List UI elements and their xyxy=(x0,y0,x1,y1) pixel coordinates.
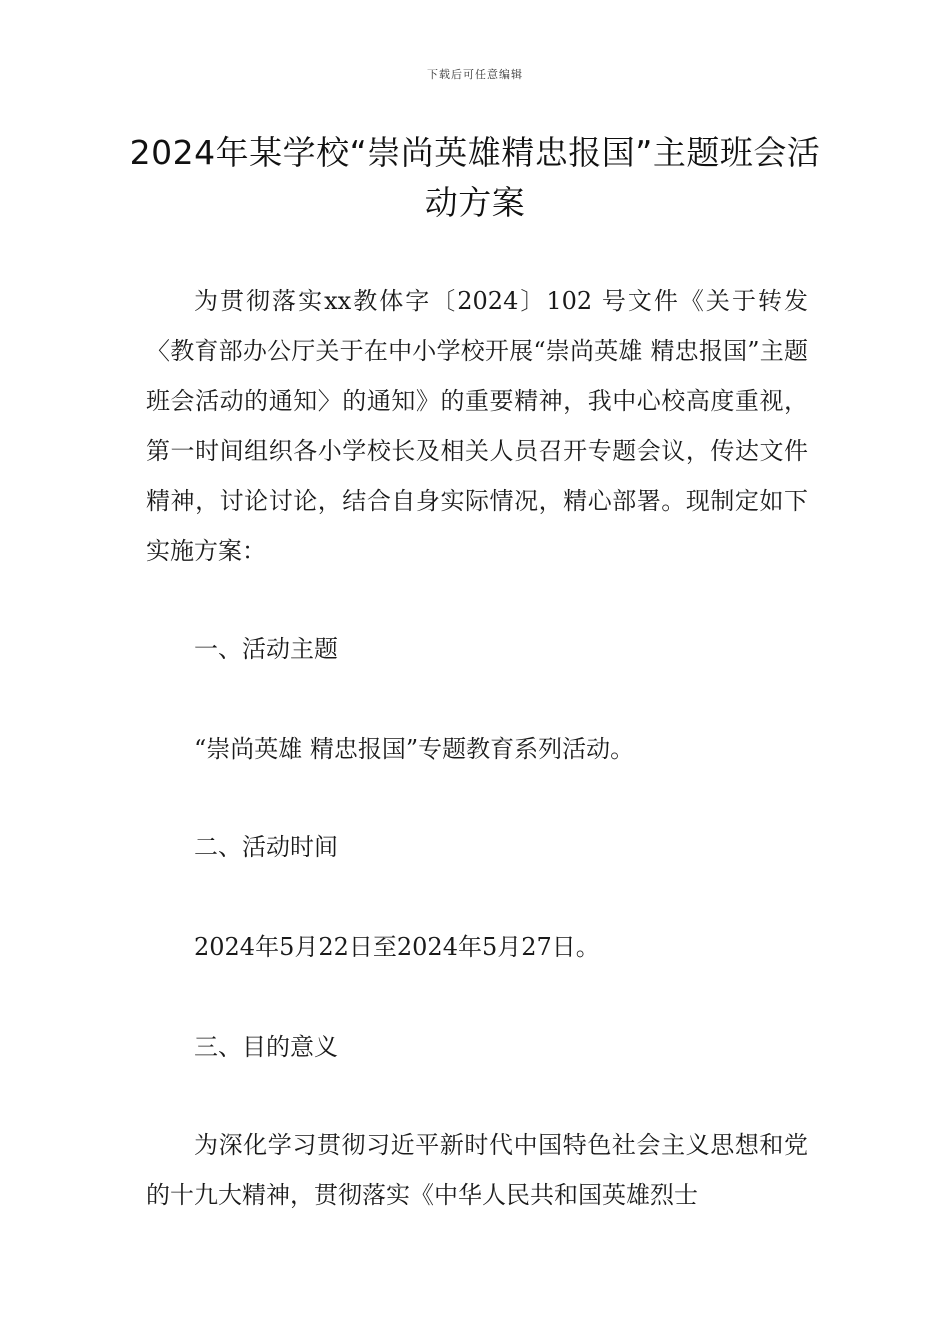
header-note: 下载后可任意编辑 xyxy=(427,68,523,81)
intro-paragraph: 为贯彻落实xx教体字〔2024〕102 号文件《关于转发〈教育部办公厅关于在中小学校开展“崇尚英雄 精忠报国”主题班会活动的通知〉的通知》的重要精神，我中心校高度重视，第一时间组织各小学校长及相关人员召开专题会议，传达文件精神，讨论讨论，结合自身实际情况，精心部署。现制定如下实施方案： xyxy=(146,287,808,565)
section-heading-theme: 一、活动主题 xyxy=(194,635,338,663)
section-heading-purpose: 三、目的意义 xyxy=(194,1033,338,1061)
section-content-time: 2024年5月22日至2024年5月27日。 xyxy=(194,933,600,961)
document-title: 2024年某学校“崇尚英雄精忠报国”主题班会活动方案 xyxy=(129,133,821,222)
section-content-theme: “崇尚英雄 精忠报国”专题教育系列活动。 xyxy=(194,735,635,763)
section-content-purpose: 为深化学习贯彻习近平新时代中国特色社会主义思想和党的十九大精神，贯彻落实《中华人民共和国英雄烈士 xyxy=(146,1131,808,1209)
section-heading-time: 二、活动时间 xyxy=(194,833,338,861)
